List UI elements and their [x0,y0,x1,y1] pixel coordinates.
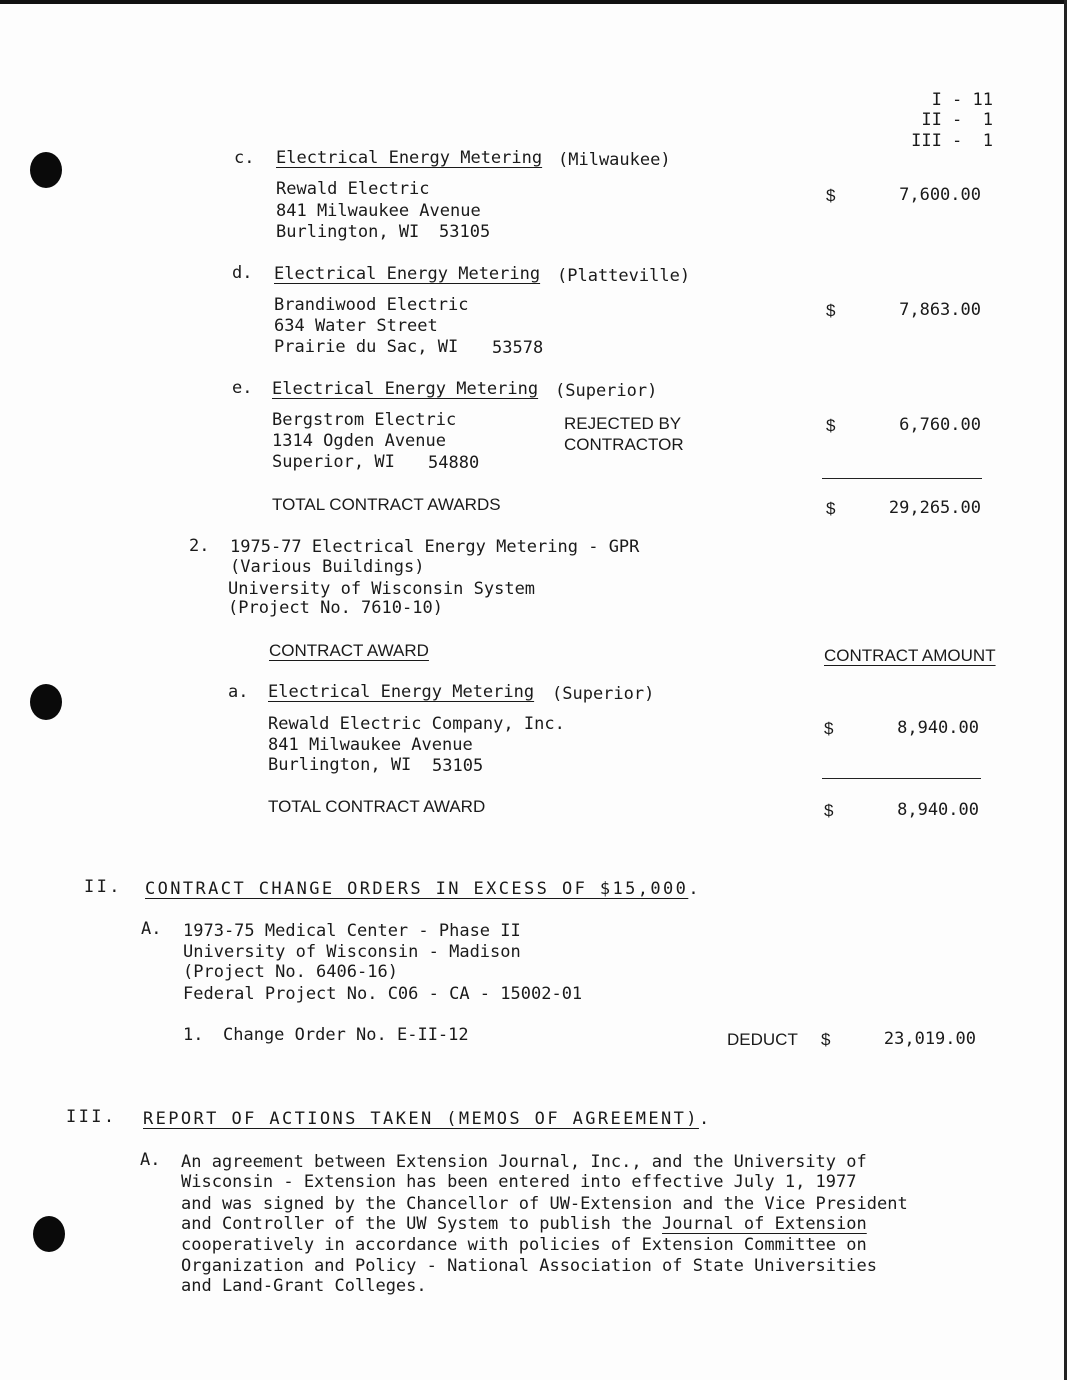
total-rule [822,478,982,479]
item-letter: a. [228,682,249,702]
item-title: Electrical Energy Metering [274,264,541,284]
paragraph-line: An agreement between Extension Journal, Inc., and the University of [181,1152,867,1172]
total-rule [822,778,981,779]
section-numeral: III. [66,1107,117,1127]
item-amount: 8,940.00 [897,718,979,738]
item-letter: d. [232,263,253,283]
currency-symbol: $ [826,416,836,435]
contractor-city: Superior, WI [272,452,395,472]
contractor-name: Rewald Electric Company, Inc. [268,714,565,734]
page-ref-3: III - 1 [911,131,993,151]
contractor-name: Brandiwood Electric [274,295,469,315]
rejected-note: REJECTED BY [564,414,682,433]
item-amount: 7,863.00 [899,300,981,320]
paragraph-line: Organization and Policy - National Association of State Universities [181,1256,877,1276]
contractor-street: 841 Milwaukee Avenue [268,735,473,755]
section-heading: REPORT OF ACTIONS TAKEN (MEMOS OF AGREEMENT) [143,1109,699,1129]
paragraph-line: cooperatively in accordance with policies of Extension Committee on [181,1235,867,1255]
item-letter: A. [141,919,162,939]
total-label: TOTAL CONTRACT AWARD [268,797,486,816]
item-title: Electrical Energy Metering [272,379,539,399]
item-letter: A. [140,1150,161,1170]
currency-symbol: $ [826,186,836,205]
change-order-type: DEDUCT [727,1030,798,1049]
project-line: University of Wisconsin System [228,579,536,599]
contract-amount-header: CONTRACT AMOUNT [824,646,996,665]
total-amount: 8,940.00 [897,800,979,820]
item-location: (Milwaukee) [558,150,671,170]
contractor-zip: 54880 [428,453,480,473]
paragraph-line: and Land-Grant Colleges. [181,1276,427,1296]
section-heading: CONTRACT CHANGE ORDERS IN EXCESS OF $15,000 [145,879,689,899]
project-line: (Project No. 7610-10) [228,598,443,618]
punch-hole-middle [30,684,62,720]
page-ref-2: II - 1 [921,110,993,130]
contractor-street: 841 Milwaukee Avenue [276,201,481,221]
project-line: University of Wisconsin - Madison [183,942,521,962]
paragraph-line: Wisconsin - Extension has been entered into effective July 1, 1977 [181,1172,857,1192]
item-location: (Superior) [555,381,658,401]
item-letter: e. [232,378,253,398]
section-numeral: II. [84,877,122,897]
journal-title: Journal of Extension [662,1214,867,1234]
item-title: Electrical Energy Metering [276,148,543,168]
item-amount: 7,600.00 [899,185,981,205]
total-amount: 29,265.00 [888,498,981,518]
currency-symbol: $ [824,801,834,820]
contractor-zip: 53105 [439,222,491,242]
change-order-number: 1. [183,1025,204,1045]
contract-award-header: CONTRACT AWARD [269,641,429,660]
item-location: (Platteville) [557,266,691,286]
item-title: Electrical Energy Metering [268,682,535,702]
contractor-zip: 53578 [492,338,544,358]
contractor-name: Bergstrom Electric [272,410,457,430]
currency-symbol: $ [821,1030,831,1049]
scan-top-edge [0,0,1067,4]
contractor-street: 634 Water Street [274,316,438,336]
punch-hole-top [30,152,62,188]
currency-symbol: $ [826,301,836,320]
project-line: 1973-75 Medical Center - Phase II [183,921,521,941]
item-location: (Superior) [552,684,655,704]
item-amount: 6,760.00 [899,415,981,435]
punch-hole-bottom [33,1216,65,1252]
project-line: (Various Buildings) [230,557,425,577]
paragraph-line: and was signed by the Chancellor of UW-Extension and the Vice President [181,1194,908,1214]
contractor-city: Burlington, WI [276,222,420,242]
contractor-city: Burlington, WI [268,755,412,775]
total-label: TOTAL CONTRACT AWARDS [272,495,501,514]
contractor-zip: 53105 [432,756,484,776]
currency-symbol: $ [824,719,834,738]
project-line: Federal Project No. C06 - CA - 15002-01 [183,984,583,1004]
change-order-amount: 23,019.00 [883,1029,976,1049]
paragraph-line: and Controller of the UW System to publish the [181,1214,663,1234]
project-line: (Project No. 6406-16) [183,962,398,982]
change-order-label: Change Order No. E-II-12 [223,1025,469,1045]
contractor-city: Prairie du Sac, WI [274,337,459,357]
contractor-street: 1314 Ogden Avenue [272,431,446,451]
item-letter: c. [234,148,255,168]
contractor-name: Rewald Electric [276,179,430,199]
currency-symbol: $ [826,499,836,518]
project-number: 2. [189,536,210,556]
rejected-note: CONTRACTOR [564,435,684,454]
project-line: 1975-77 Electrical Energy Metering - GPR [230,537,640,557]
page-ref-1: I - 11 [931,90,993,110]
